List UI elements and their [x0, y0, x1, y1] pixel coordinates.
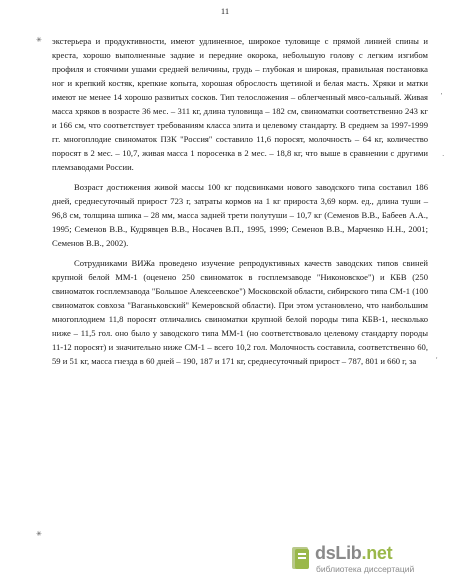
margin-mark: '	[441, 92, 443, 100]
margin-mark: ✳	[36, 36, 42, 44]
paragraph-3: Сотрудниками ВИЖа проведено изучение репродуктивных качеств заводских типов свиней крупной белой ММ-1 (оценено 250 свиноматок в госплемзаводе "Никоновское") и КБВ (250 свиноматок госплемзавода "Большое Алексеевское") Московской области, сибирского типа СМ-1 (100 свиноматок совхоза "Ваганьковский" Кемеровской области). При этом установлено, что наибольшим многоплодием 11,8 поросят отличались свиноматки крупной белой породы типа КБВ-1, несколько ниже – 11,5 гол. оно было у заводского типа ММ-1 (но соответствовало целевому стандарту породы 11-12 поросят) и значительно ниже СМ-1 – всего 10,2 гол. Молочность составила, соответственно 60, 59 и 51 кг, масса гнезда в 60 дней – 190, 187 и 171 кг, среднесуточный прирост – 787, 801 и 660 г, за	[52, 258, 428, 366]
document-body	[52, 34, 428, 368]
watermark-site-tld: .net	[361, 543, 393, 563]
page-number: 11	[220, 6, 230, 16]
watermark-site-name	[315, 543, 392, 564]
paragraph-1: экстерьера и продуктивности, имеют удлиненное, широкое туловище с прямой линией спины и креста, хорошо выполненные задние и передние окорока, небольшую голову с легким изгибом профиля и стоячими ушами средней величины, грудь – глубокая и широкая, правильная постановка ног и крепкий костяк, крепкие копыта, хорошая оброслость щетиной и белая масть. Хряки и матки имеют не менее 14 хорошо развитых сосков. Тип телосложения – облегченный мясо-сальный. Живая масса хряков в возрасте 36 мес. – 311 кг, длина туловища – 182 см, свиноматки соответственно 243 кг и 166 см, что соответствует требованиям класса элита и целевому стандарту. В среднем за 1997-1999 гг. многоплодие свиноматок ПЗК "Россия" составило 11,6 поросят, молочность – 64 кг, количество поросят в 2 мес. – 10,7, живая масса 1 поросенка в 2 мес. – 18,8 кг, что выше в сравнении с другими племзаводами России.	[52, 36, 428, 172]
margin-mark: ʹ	[436, 356, 438, 364]
book-logo-icon	[290, 545, 312, 571]
paragraph-2: Возраст достижения живой массы 100 кг подсвинками нового заводского типа составил 186 дней, среднесуточный прирост 723 г, затраты кормов на 1 кг прироста 3,69 корм. ед., длина туши – 96,8 см, толщина шпика – 28 мм, масса задней трети полутуши – 10,7 кг (Семенов В.В., Бабеев А.А., 1995; Семенов В.В., Кудрявцев В.В., Носачев В.П., 1995, 1999; Семенов В.В., Марченко Н.Н., 2001; Семенов В.В., 2002).	[52, 182, 428, 248]
margin-mark: ·	[442, 152, 445, 160]
margin-mark: ✳	[36, 530, 42, 538]
watermark-site-main: dsLib	[315, 543, 362, 563]
site-watermark[interactable]	[290, 543, 446, 577]
watermark-caption: библиотека диссертаций	[316, 564, 415, 574]
